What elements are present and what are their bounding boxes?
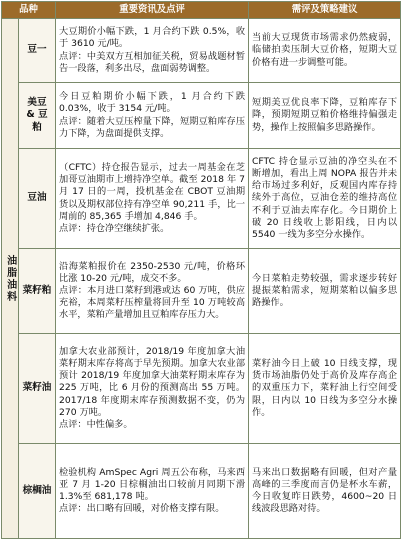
row-comment: 点评：随着大豆压榨量下降，短期豆粕库存压力下降，为盘面提供支撑。 — [59, 115, 246, 139]
row-strategy: 短期美豆优良率下降，豆粕库存下降，预期短期豆粕价格维持偏强走势，操作上按照偏多思路操作。 — [249, 83, 401, 149]
row-strategy: 马来出口数据略有回暖，但对产量高峰的三季度而言仍是杯水车薪，今日收复昨日跌势，4600~20 日线波段思路对待。 — [249, 444, 401, 539]
table-row — [2, 249, 401, 334]
row-news-cell — [56, 334, 249, 444]
row-name: 棕榈油 — [19, 444, 56, 539]
row-news-cell — [56, 19, 249, 83]
header-news: 重要资讯及点评 — [56, 2, 249, 19]
row-strategy: 今日菜粕走势较强，需求逐步转好提振菜粕需求，短期菜粕以偏多思路操作。 — [249, 249, 401, 334]
table-row — [2, 149, 401, 249]
row-news: （CFTC）持仓报告显示，过去一周基金在芝加哥豆油期市上增持净空单。截至 2018 年 7 月 17 日的一周，投机基金在 CBOT 豆油期货以及期权部位持有净空单 90,211 手，比一周前的 85,365 手增加 4,846 手。 — [59, 162, 246, 222]
table-header-row — [2, 2, 401, 19]
header-variety: 品种 — [2, 2, 56, 19]
row-name: 菜籽粕 — [19, 249, 56, 334]
row-news-cell — [56, 83, 249, 149]
row-comment: 点评：出口略有回暖，对价格支撑有限。 — [59, 503, 225, 515]
header-strategy: 需评及策略建议 — [249, 2, 401, 19]
row-strategy: 菜籽油今日上破 10 日线支撑，现货市场油脂仍处于高价及库存高企的双重压力下，菜籽油上行空间受限，日内以 10 日线为多空分水操作。 — [249, 334, 401, 444]
row-news: 大豆期价小幅下跌，1 月合约下跌 0.5%，收于 3610 元/吨。 — [59, 26, 246, 50]
category-label: 油脂油料 — [2, 19, 19, 539]
row-strategy: CFTC 持仓显示豆油的净空头在不断增加，看出上周 NOPA 报告并未给市场过多利好，反观国内库存持续外于高位，豆油仓差的维持高位不利于豆油去库存化。今日期价上破 20 日线收上影阳线，日内以 5540 一线为多空分水操作。 — [249, 149, 401, 249]
row-news: 加拿大农业部预计，2018/19 年度加拿大油菜籽期末库存将高于早先预期。加拿大农业部预计 2018/19 年度加拿大油菜籽期末库存为 225 万吨，比 6 月份的预测高出 55 万吨。2017/18 年度期末库存预测数据不变，仍为 270 万吨。 — [59, 346, 246, 418]
row-name: 美豆 & 豆粕 — [19, 83, 56, 149]
row-news: 今日豆粕期价小幅下跌，1 月合约下跌 0.03%，收于 3154 元/吨。 — [59, 91, 246, 115]
row-comment: 点评：中性偏多。 — [59, 418, 133, 430]
table-row — [2, 83, 401, 149]
table-row — [2, 334, 401, 444]
row-news-cell — [56, 444, 249, 539]
row-name: 豆油 — [19, 149, 56, 249]
table-row — [2, 444, 401, 539]
table-row — [2, 19, 401, 83]
row-comment: 点评：中美双方互相加征关税，贸易战题材暂告一段落，利多出尽，盘面弱势调整。 — [59, 50, 246, 74]
commodity-table — [1, 1, 401, 539]
row-name: 豆一 — [19, 19, 56, 83]
row-comment: 点评：本月进口菜籽到港或达 60 万吨，供应充裕，本周菜籽压榨量将回升至 10 万吨较高水平，菜粕产量增加且豆粕库存压力大。 — [59, 284, 246, 321]
row-news: 沿海菜粕报价在 2350-2530 元/吨，价格环比涨 10-20 元/吨，成交不多。 — [59, 260, 246, 284]
row-news-cell — [56, 149, 249, 249]
row-news-cell — [56, 249, 249, 334]
row-comment: 点评：持仓净空继续扩张。 — [59, 222, 170, 234]
row-name: 菜籽油 — [19, 334, 56, 444]
row-news: 检验机构 AmSpec Agri 周五公布称，马来西亚 7 月 1-20 日棕榈油出口较前月同期下滑 1.3%至 681,178 吨。 — [59, 466, 246, 502]
row-strategy: 当前大豆现货市场需求仍然疲弱，临储拍卖压制大豆价格，短期大豆价格有进一步调整可能。 — [249, 19, 401, 83]
